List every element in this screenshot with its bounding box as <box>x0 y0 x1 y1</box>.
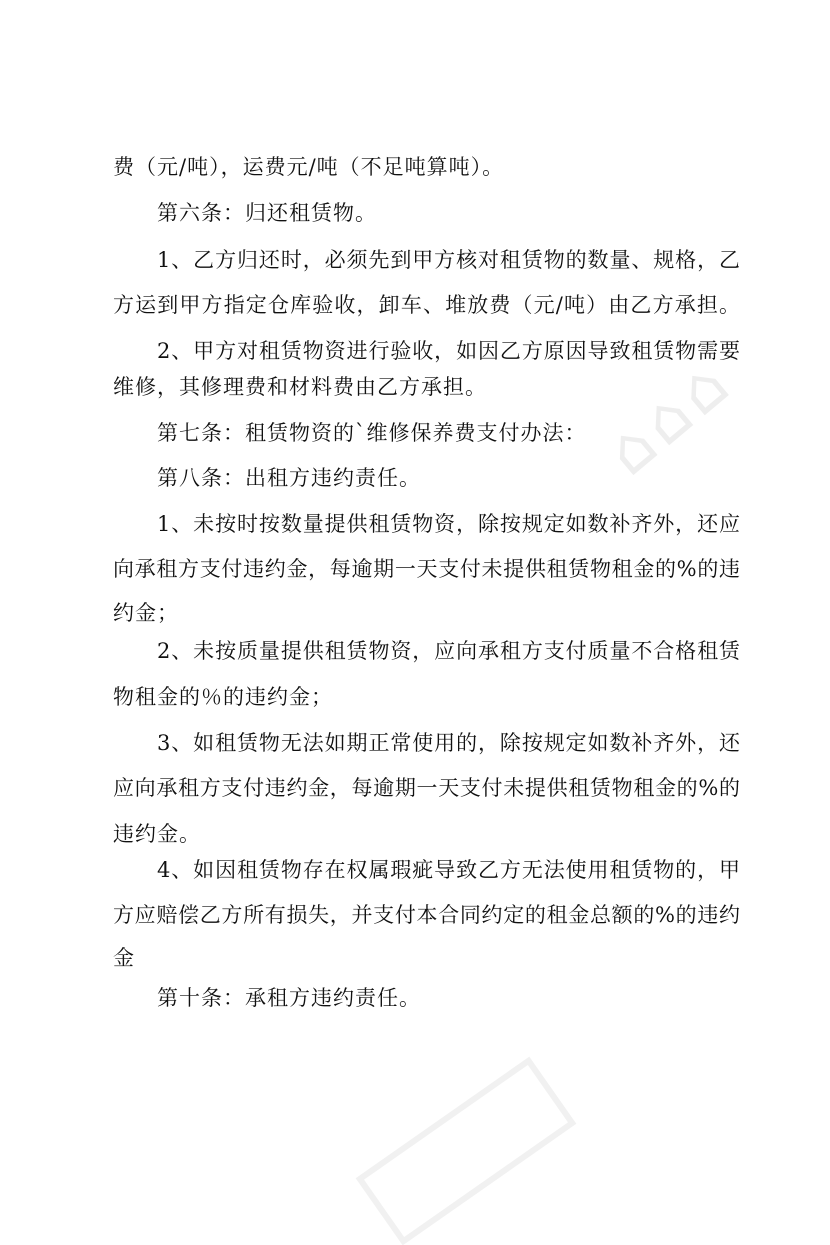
text-line: 1、乙方归还时，必须先到甲方核对租赁物的数量、规格，乙 <box>157 248 740 272</box>
text-line: 4、如因租赁物存在权属瑕疵导致乙方无法使用租赁物的，甲 <box>157 858 740 882</box>
watermark-stamp <box>356 1057 577 1245</box>
article-heading: 第十条：承租方违约责任。 <box>157 986 421 1010</box>
text-line: 约金； <box>113 601 179 625</box>
text-line: 违约金。 <box>113 822 201 846</box>
text-line: 物租金的％的违约金； <box>113 685 333 709</box>
text-line: 1、未按时按数量提供租赁物资，除按规定如数补齐外，还应 <box>157 512 740 536</box>
text-line: 2、未按质量提供租赁物资，应向承租方支付质量不合格租赁 <box>157 639 740 663</box>
text-line: 2、甲方对租赁物资进行验收，如因乙方原因导致租赁物需要 <box>157 339 740 363</box>
article-heading: 第七条：租赁物资的`维修保养费支付办法： <box>157 421 587 445</box>
text-line: 应向承租方支付违约金，每逾期一天支付未提供租赁物租金的%的 <box>113 776 740 800</box>
text-line: 向承租方支付违约金，每逾期一天支付未提供租赁物租金的%的违 <box>113 557 740 581</box>
watermark: ⌂⌂⌂ <box>592 343 748 491</box>
text-line: 3、如租赁物无法如期正常使用的，除按规定如数补齐外，还 <box>157 731 740 755</box>
text-line: 维修，其修理费和材料费由乙方承担。 <box>113 375 487 399</box>
article-heading: 第八条：出租方违约责任。 <box>157 466 421 490</box>
text-line: 金 <box>113 946 135 970</box>
text-line: 费（元/吨），运费元/吨（不足吨算吨）。 <box>113 155 505 179</box>
article-heading: 第六条：归还租赁物。 <box>157 201 377 225</box>
text-line: 方运到甲方指定仓库验收，卸车、堆放费（元/吨）由乙方承担。 <box>113 293 740 317</box>
text-line: 方应赔偿乙方所有损失，并支付本合同约定的租金总额的%的违约 <box>113 903 740 927</box>
